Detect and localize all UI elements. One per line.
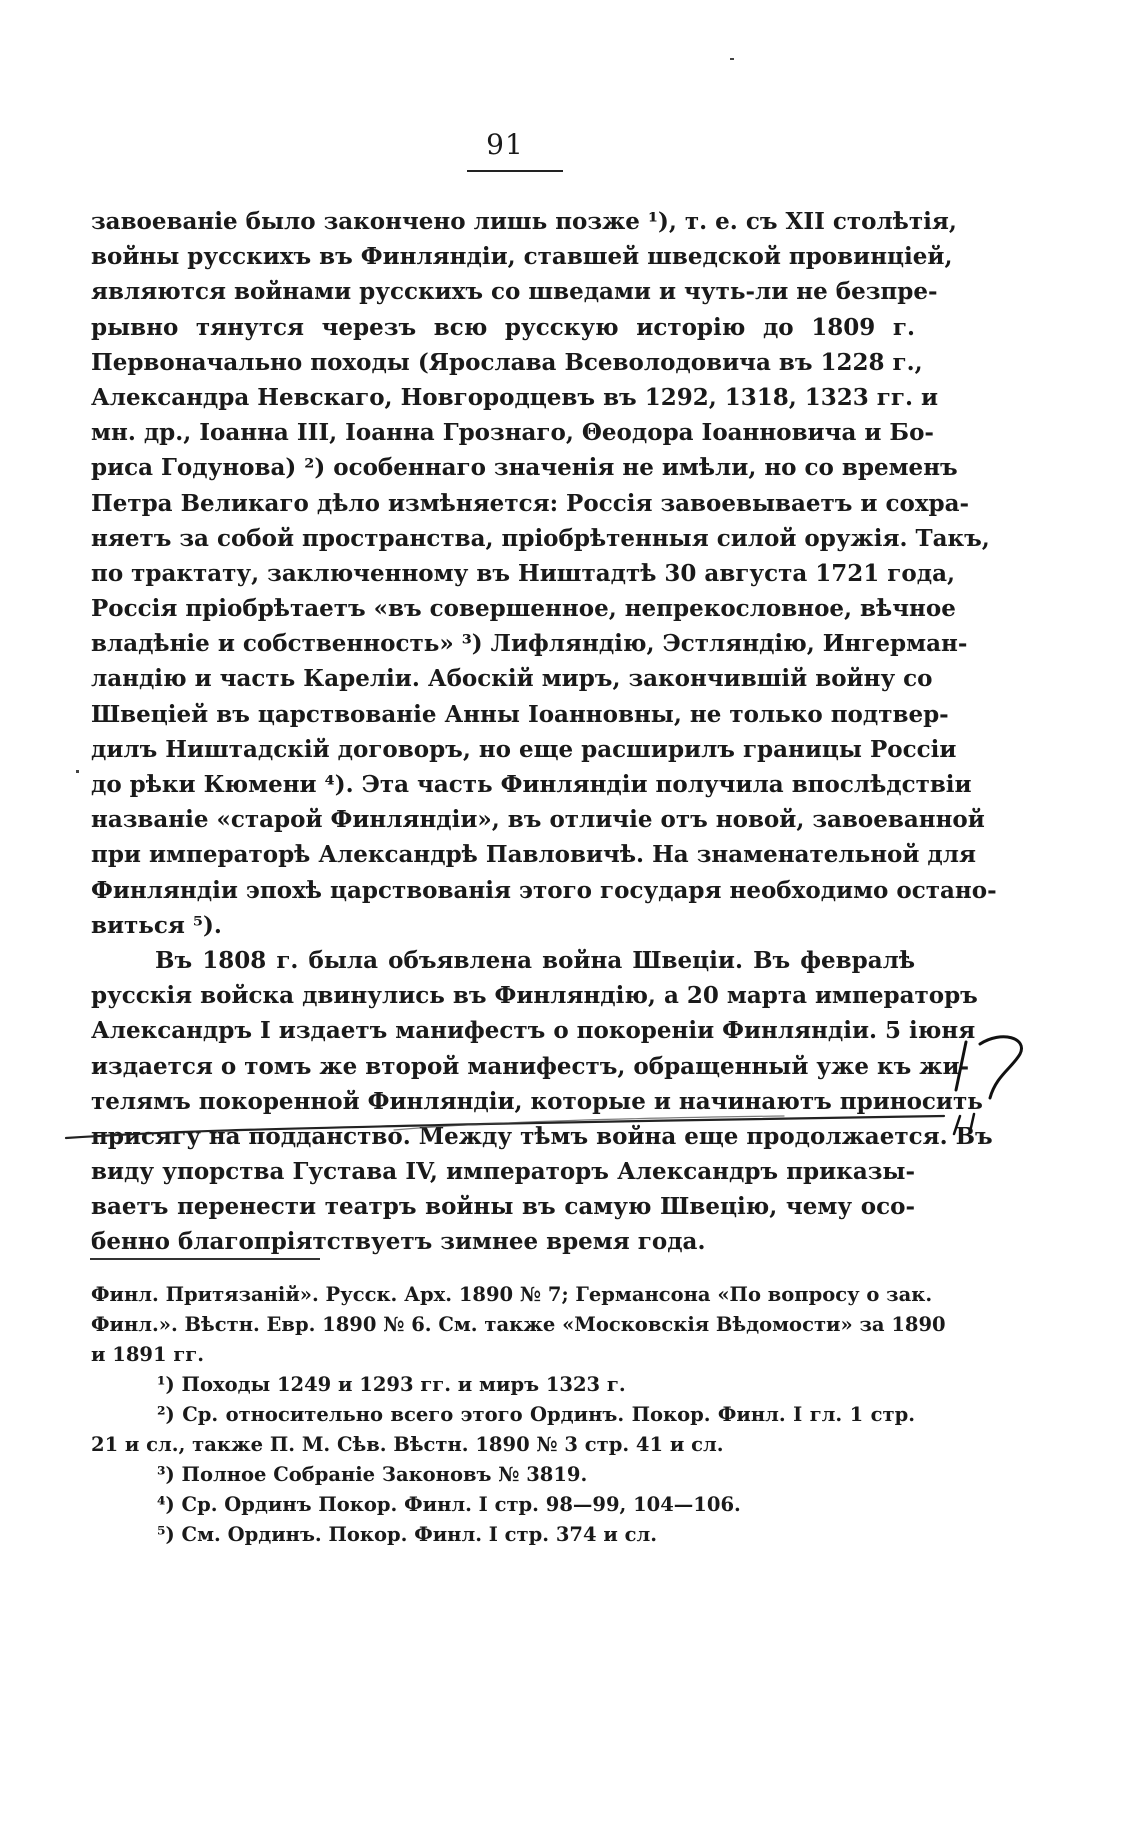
scan-speck (76, 770, 79, 773)
text-line: ландiю и часть Карелiи. Абоскiй миръ, закончившiй войну со (91, 665, 933, 693)
scan-speck (730, 58, 734, 60)
handwritten-margin-mark (946, 1020, 1046, 1140)
footnote-line: и 1891 гг. (91, 1343, 205, 1366)
text-line: ваетъ перенести театръ войны въ самую Швецiю, чему осо- (91, 1193, 915, 1221)
text-line: мн. др., Іоанна III, Іоанна Грознаго, Θеодора Іоанновича и Бо- (91, 419, 934, 447)
footnotes (91, 1280, 946, 1550)
main-text (91, 204, 997, 1260)
text-line: рывно тянутся черезъ всю русскую исторiю до 1809 г. (91, 313, 915, 341)
text-line: риса Годунова) ²) особеннаго значенiя не имѣли, но со временъ (91, 454, 958, 482)
text-line: Петра Великаго дѣло измѣняется: Россiя завоевываетъ и сохра- (91, 489, 970, 517)
text-line: Первоначально походы (Ярослава Всеволодовича въ 1228 г., (91, 348, 923, 376)
footnote-line: ⁵) См. Ординъ. Покор. Финл. I стр. 374 и сл. (157, 1523, 658, 1546)
footnote-line: ⁴) Ср. Ординъ Покор. Финл. I стр. 98—99, 104—106. (157, 1493, 741, 1516)
text-line: няетъ за собой пространства, прiобрѣтенныя силой оружiя. Такъ, (91, 524, 990, 552)
pencil-underline (64, 1108, 964, 1148)
text-line: Александра Невскаго, Новгородцевъ въ 1292, 1318, 1323 гг. и (91, 383, 939, 411)
text-line: русскiя войска двинулись въ Финляндiю, а 20 марта императоръ (91, 982, 978, 1010)
text-line: бенно благопрiятствуетъ зимнее время года. (91, 1228, 706, 1256)
footnote-line: Финл.». Вѣстн. Евр. 1890 № 6. См. также «Московскiя Вѣдомости» за 1890 (91, 1313, 946, 1336)
footnote-separator (90, 1258, 320, 1260)
page-number-rule (467, 170, 563, 172)
text-line: по трактату, заключенному въ Ништадтѣ 30 августа 1721 года, (91, 559, 955, 587)
footnote-line: ¹) Походы 1249 и 1293 гг. и миръ 1323 г. (157, 1373, 626, 1396)
text-line: виду упорства Густава IV, императоръ Александръ приказы- (91, 1158, 915, 1186)
text-line: до рѣки Кюмени ⁴). Эта часть Финляндiи получила впослѣдствiи (91, 771, 972, 798)
footnote-line: 21 и сл., также П. М. Сѣв. Вѣстн. 1890 № 3 стр. 41 и сл. (91, 1433, 724, 1456)
text-line: владѣнiе и собственность» ³) Лифляндiю, Эстляндiю, Ингерман- (91, 630, 968, 658)
text-line: Финляндiи эпохѣ царствованiя этого государя необходимо остано- (91, 876, 997, 904)
footnote-line: Финл. Притязанiй». Русск. Арх. 1890 № 7; Германсона «По вопросу о зак. (91, 1283, 933, 1306)
text-line: завоеванiе было закончено лишь позже ¹), т. е. съ XII столѣтiя, (91, 208, 957, 235)
footnote-line: ²) Ср. относительно всего этого Ординъ. Покор. Финл. I гл. 1 стр. (157, 1403, 915, 1426)
page-number: 91 (486, 128, 524, 161)
text-line: телямъ покоренной Финляндiи, которые и начинаютъ приносить (91, 1087, 983, 1115)
text-line: Швецiей въ царствованiе Анны Іоанновны, не только подтвер- (91, 700, 949, 728)
text-line: Александръ I издаетъ манифестъ о покоренiи Финляндiи. 5 iюня (91, 1017, 976, 1045)
paragraph-start-line: Въ 1808 г. была объявлена война Швецiи. Въ февралѣ (155, 946, 915, 974)
text-line: виться ⁵). (91, 911, 222, 939)
text-line: названiе «старой Финляндiи», въ отличiе отъ новой, завоеванной (91, 806, 985, 834)
footnote-line: ³) Полное Собранiе Законовъ № 3819. (157, 1463, 588, 1486)
text-line: Россiя прiобрѣтаетъ «въ совершенное, непрекословное, вѣчное (91, 595, 956, 623)
text-line: при императорѣ Александрѣ Павловичѣ. На знаменательной для (91, 841, 976, 869)
text-line: дилъ Ништадскiй договоръ, но еще расширилъ границы Россiи (91, 735, 957, 763)
text-line: издается о томъ же второй манифестъ, обращенный уже къ жи- (91, 1052, 970, 1080)
text-line: присягу на подданство. Между тѣмъ война еще продолжается. Въ (91, 1122, 993, 1150)
text-line: войны русскихъ въ Финляндiи, ставшей шведской провинцiей, (91, 243, 953, 271)
text-line: являются войнами русскихъ со шведами и чуть-ли не безпре- (91, 278, 938, 306)
